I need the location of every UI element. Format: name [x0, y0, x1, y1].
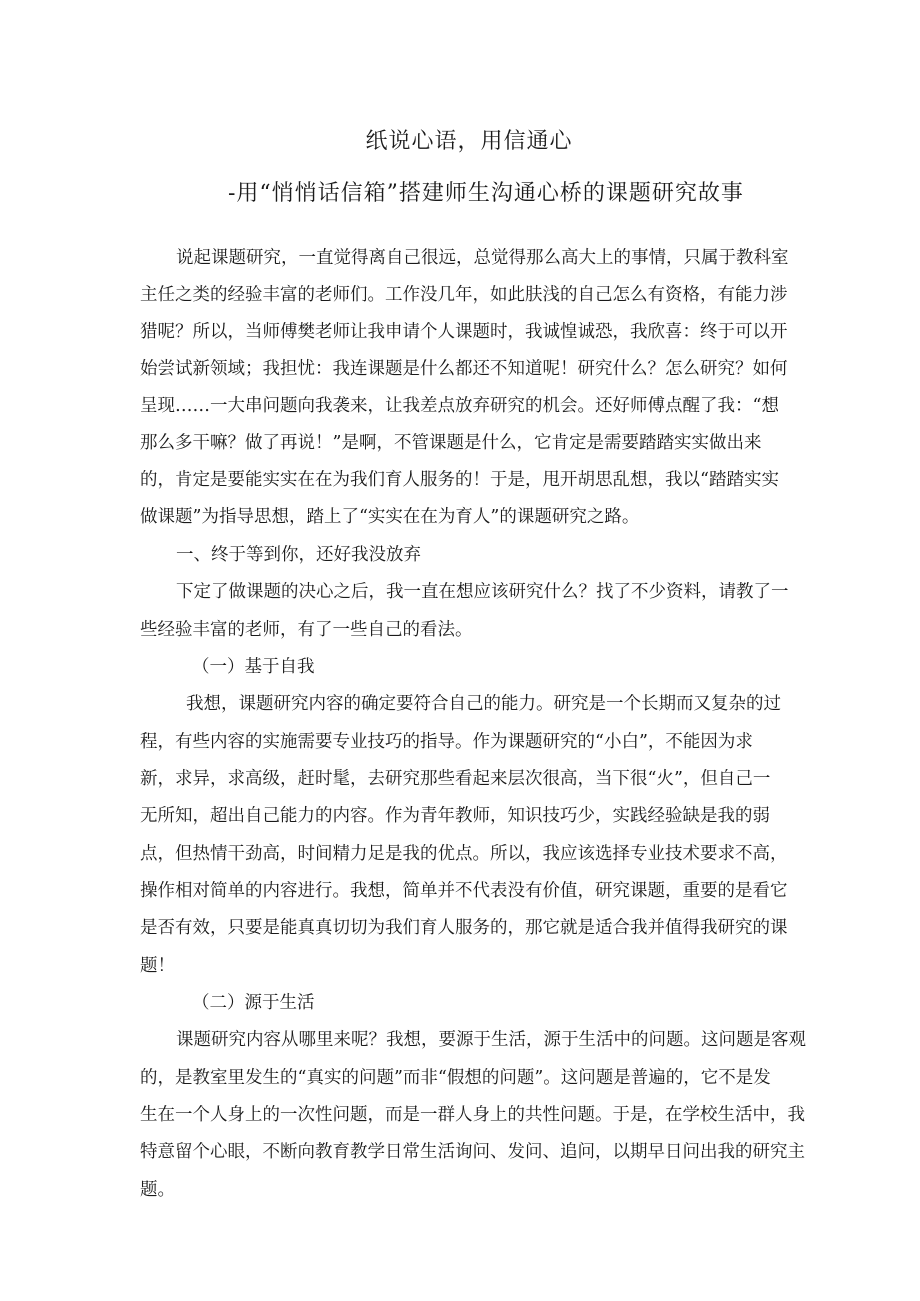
paragraph-line: 无所知，超出自己能力的内容。作为青年教师，知识技巧少，实践经验缺是我的弱	[140, 806, 770, 826]
paragraph-line: 题。	[140, 1180, 175, 1200]
paragraph-line: 那么多干嘛？做了再说！”是啊，不管课题是什么，它肯定是需要踏踏实实做出来	[140, 433, 762, 453]
paragraph-line: 生在一个人身上的一次性问题，而是一群人身上的共性问题。于是，在学校生活中，我	[140, 1105, 805, 1125]
subsection-heading: （一）基于自我	[192, 657, 315, 677]
paragraph-line: 课题研究内容从哪里来呢？我想，要源于生活，源于生活中的问题。这问题是客观	[176, 1030, 806, 1050]
paragraph-line: 主任之类的经验丰富的老师们。工作没几年，如此肤浅的自己怎么有资格，有能力涉	[140, 285, 788, 305]
document-title: 纸说心语，用信通心	[365, 129, 573, 154]
paragraph-line: 猎呢？所以，当师傅樊老师让我申请个人课题时，我诚惶诚恐，我欣喜：终于可以开	[140, 322, 788, 342]
document-subtitle: -用“悄悄话信箱”搭建师生沟通心桥的课题研究故事	[228, 181, 744, 206]
paragraph-line: 的，是教室里发生的“真实的问题”而非“假想的问题”。这问题是普遍的，它不是发	[140, 1068, 771, 1088]
paragraph-line: 程，有些内容的实施需要专业技巧的指导。作为课题研究的“小白”，不能因为求	[140, 732, 753, 752]
paragraph-line: 呈现……一大串问题向我袭来，让我差点放弃研究的机会。还好师傅点醒了我：“想	[140, 396, 779, 416]
paragraph-line: 是否有效，只要是能真真切切为我们育人服务的，那它就是适合我并值得我研究的课	[140, 918, 788, 938]
paragraph-line: 题！	[140, 956, 175, 976]
subsection-heading: （二）源于生活	[192, 993, 315, 1013]
paragraph-line: 的，肯定是要能实实在在为我们育人服务的！于是，甩开胡思乱想，我以“踏踏实实	[140, 470, 779, 490]
section-heading: 一、终于等到你，还好我没放弃	[176, 545, 421, 565]
paragraph-line: 做课题”为指导思想，踏上了“实实在在为育人”的课题研究之路。	[140, 507, 640, 527]
paragraph-line: 新，求异，求高级，赶时髦，去研究那些看起来层次很高，当下很“火”，但自己一	[140, 769, 771, 789]
paragraph-line: 始尝试新领域；我担忧：我连课题是什么都还不知道呢！研究什么？怎么研究？如何	[140, 359, 788, 379]
paragraph-line: 些经验丰富的老师，有了一些自己的看法。	[140, 620, 473, 640]
paragraph-line: 特意留个心眼，不断向教育教学日常生活询问、发问、追问，以期早日问出我的研究主	[140, 1142, 805, 1162]
paragraph-line: 点，但热情干劲高，时间精力足是我的优点。所以，我应该选择专业技术要求不高，	[140, 844, 788, 864]
paragraph-line: 说起课题研究，一直觉得离自己很远，总觉得那么高大上的事情，只属于教科室	[176, 248, 789, 268]
paragraph-line: 操作相对简单的内容进行。我想，简单并不代表没有价值，研究课题，重要的是看它	[140, 881, 788, 901]
paragraph-line: 下定了做课题的决心之后，我一直在想应该研究什么？找了不少资料，请教了一	[176, 582, 789, 602]
paragraph-line: 我想，课题研究内容的确定要符合自己的能力。研究是一个长期而又复杂的过	[186, 694, 781, 714]
